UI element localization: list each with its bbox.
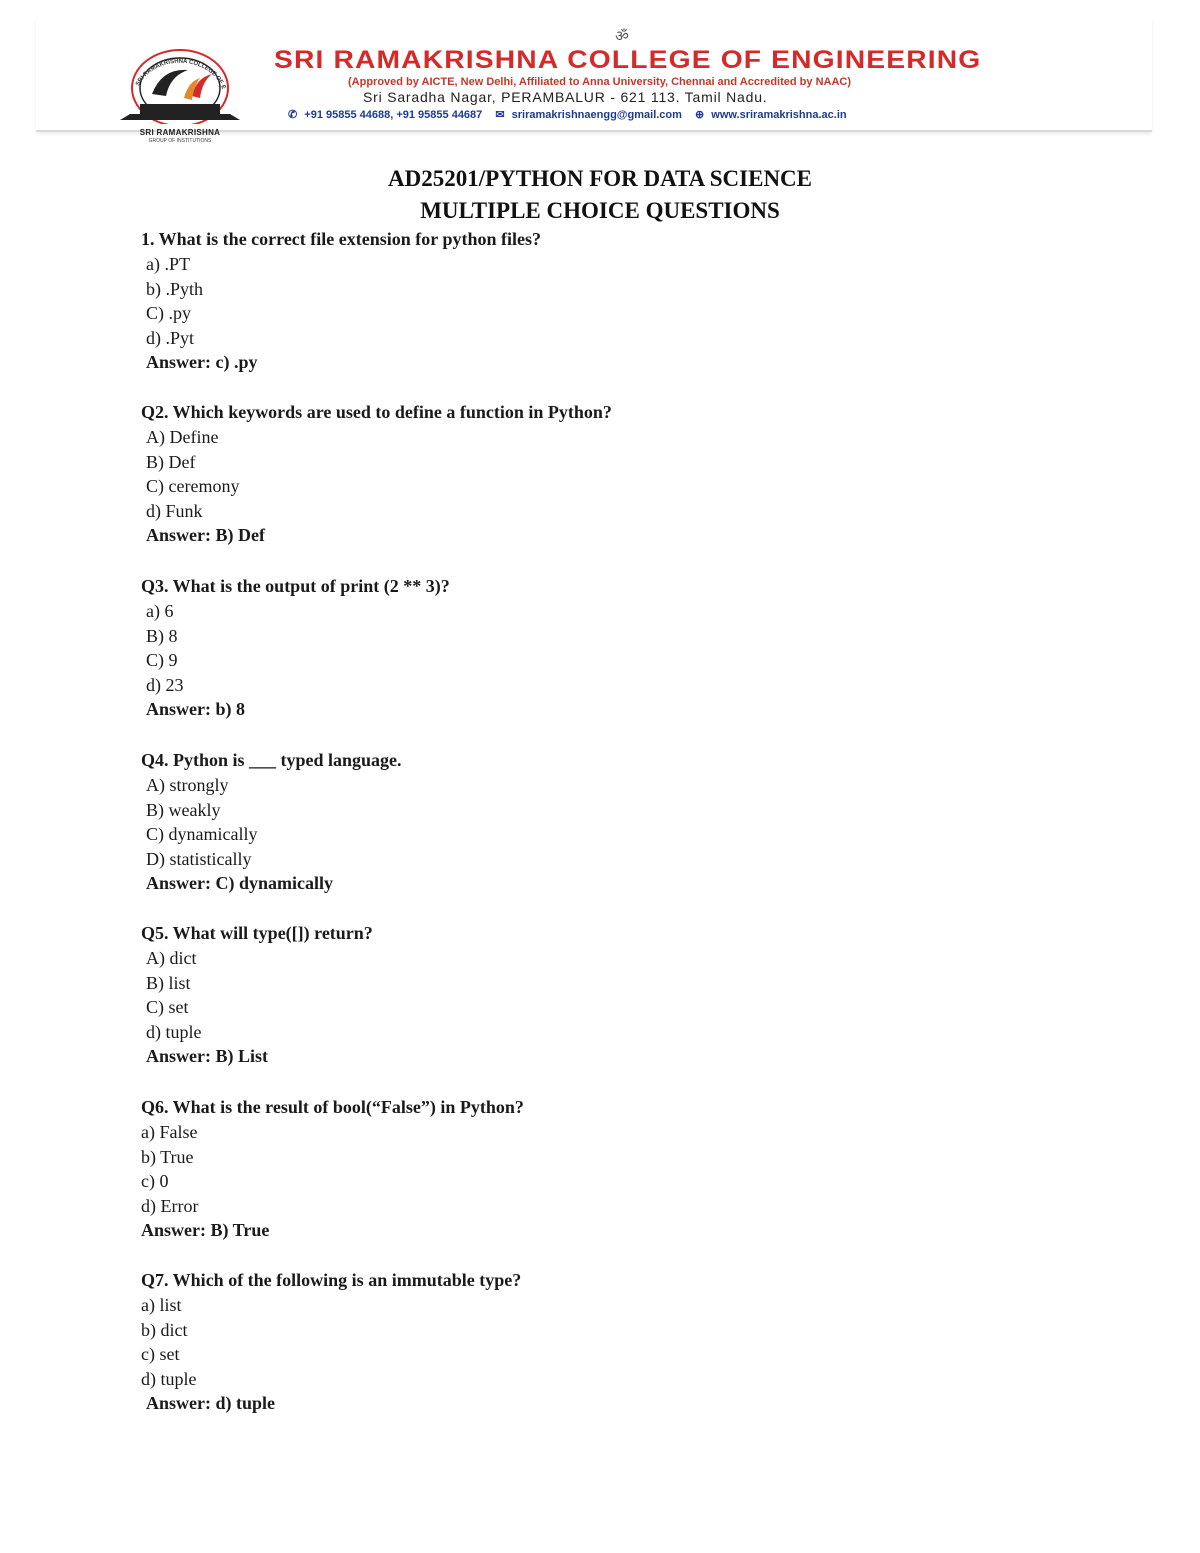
option-a: A) Define [146,427,219,447]
option-d: D) statistically [146,848,252,869]
option-c: C) .py [146,303,191,324]
college-website[interactable]: www.sriramakrishna.ac.in [711,109,847,121]
question-text: 1. What is the correct file extension for python files? [141,229,541,249]
option-d: d) tuple [141,1368,197,1389]
option-a: a) 6 [146,601,174,621]
option-d: d) .Pyt [146,327,195,348]
college-phone: +91 95855 44688, +91 95855 44687 [304,109,483,121]
option-d: d) 23 [146,674,184,695]
letterhead [36,18,1152,144]
option-c: c) set [141,1344,180,1365]
answer: Answer: b) 8 [146,699,245,720]
option-b: B) 8 [146,625,178,646]
question-text: Q5. What will type([]) return? [141,923,373,943]
logo-subtext: GROUP OF INSTITUTIONS [148,138,212,144]
option-d: d) tuple [146,1021,202,1042]
option-c: C) ceremony [146,476,240,497]
om-symbol: ॐ [615,29,629,45]
question-block-6 [141,1095,1041,1243]
logo-text: SRI RAMAKRISHNA [139,128,221,137]
question-text: Q4. Python is ___ typed language. [141,750,402,770]
section-title: MULTIPLE CHOICE QUESTIONS [420,198,780,223]
college-logo-emblem-icon [100,44,260,124]
college-email[interactable]: sriramakrishnaengg@gmail.com [511,109,682,121]
answer: Answer: C) dynamically [146,873,333,894]
option-a: a) False [141,1122,198,1142]
question-text: Q2. Which keywords are used to define a function in Python? [141,402,612,422]
college-address: Sri Saradha Nagar, PERAMBALUR - 621 113. Tamil Nadu. [363,89,768,105]
answer: Answer: c) .py [146,352,258,373]
option-c: C) set [146,997,189,1018]
option-a: A) strongly [146,775,229,795]
question-text: Q7. Which of the following is an immutable type? [141,1270,522,1290]
answer: Answer: B) Def [146,525,265,546]
option-b: B) list [146,972,191,993]
option-b: B) Def [146,451,196,472]
email-icon: ✉ [495,109,505,121]
option-b: B) weakly [146,799,221,820]
logo-ring-text: SRI RAMAKRISHNA COLLEGE OF E [135,58,227,91]
option-a: A) dict [146,948,197,968]
question-block-3 [141,574,1041,722]
college-approval: (Approved by AICTE, New Delhi, Affiliated to Anna University, Chennai and Accredited by NAAC) [348,76,852,88]
question-text: Q3. What is the output of print (2 ** 3)? [141,576,450,596]
option-c: c) 0 [141,1171,169,1192]
college-name: SRI RAMAKRISHNA COLLEGE OF ENGINEERING [274,46,982,74]
answer: Answer: d) tuple [146,1393,275,1414]
course-title: AD25201/PYTHON FOR DATA SCIENCE [387,166,813,191]
globe-icon: ⊕ [695,109,705,121]
answer: Answer: B) True [141,1220,270,1241]
question-text: Q6. What is the result of bool(“False”) in Python? [141,1097,524,1117]
option-b: b) True [141,1146,194,1167]
option-a: a) .PT [146,254,190,274]
phone-icon: ✆ [288,109,298,121]
question-block-1 [141,227,1041,375]
option-c: C) 9 [146,650,178,671]
option-d: d) Error [141,1195,199,1216]
option-d: d) Funk [146,500,203,521]
college-contact [284,108,847,121]
question-block-7 [141,1268,1041,1416]
question-block-4 [141,748,1041,896]
question-block-5 [141,921,1041,1069]
option-b: b) dict [141,1319,188,1340]
college-logo [100,44,260,144]
option-c: C) dynamically [146,824,258,845]
option-a: a) list [141,1295,182,1315]
answer: Answer: B) List [146,1046,268,1067]
option-b: b) .Pyth [146,278,204,299]
question-block-2 [141,400,1041,548]
